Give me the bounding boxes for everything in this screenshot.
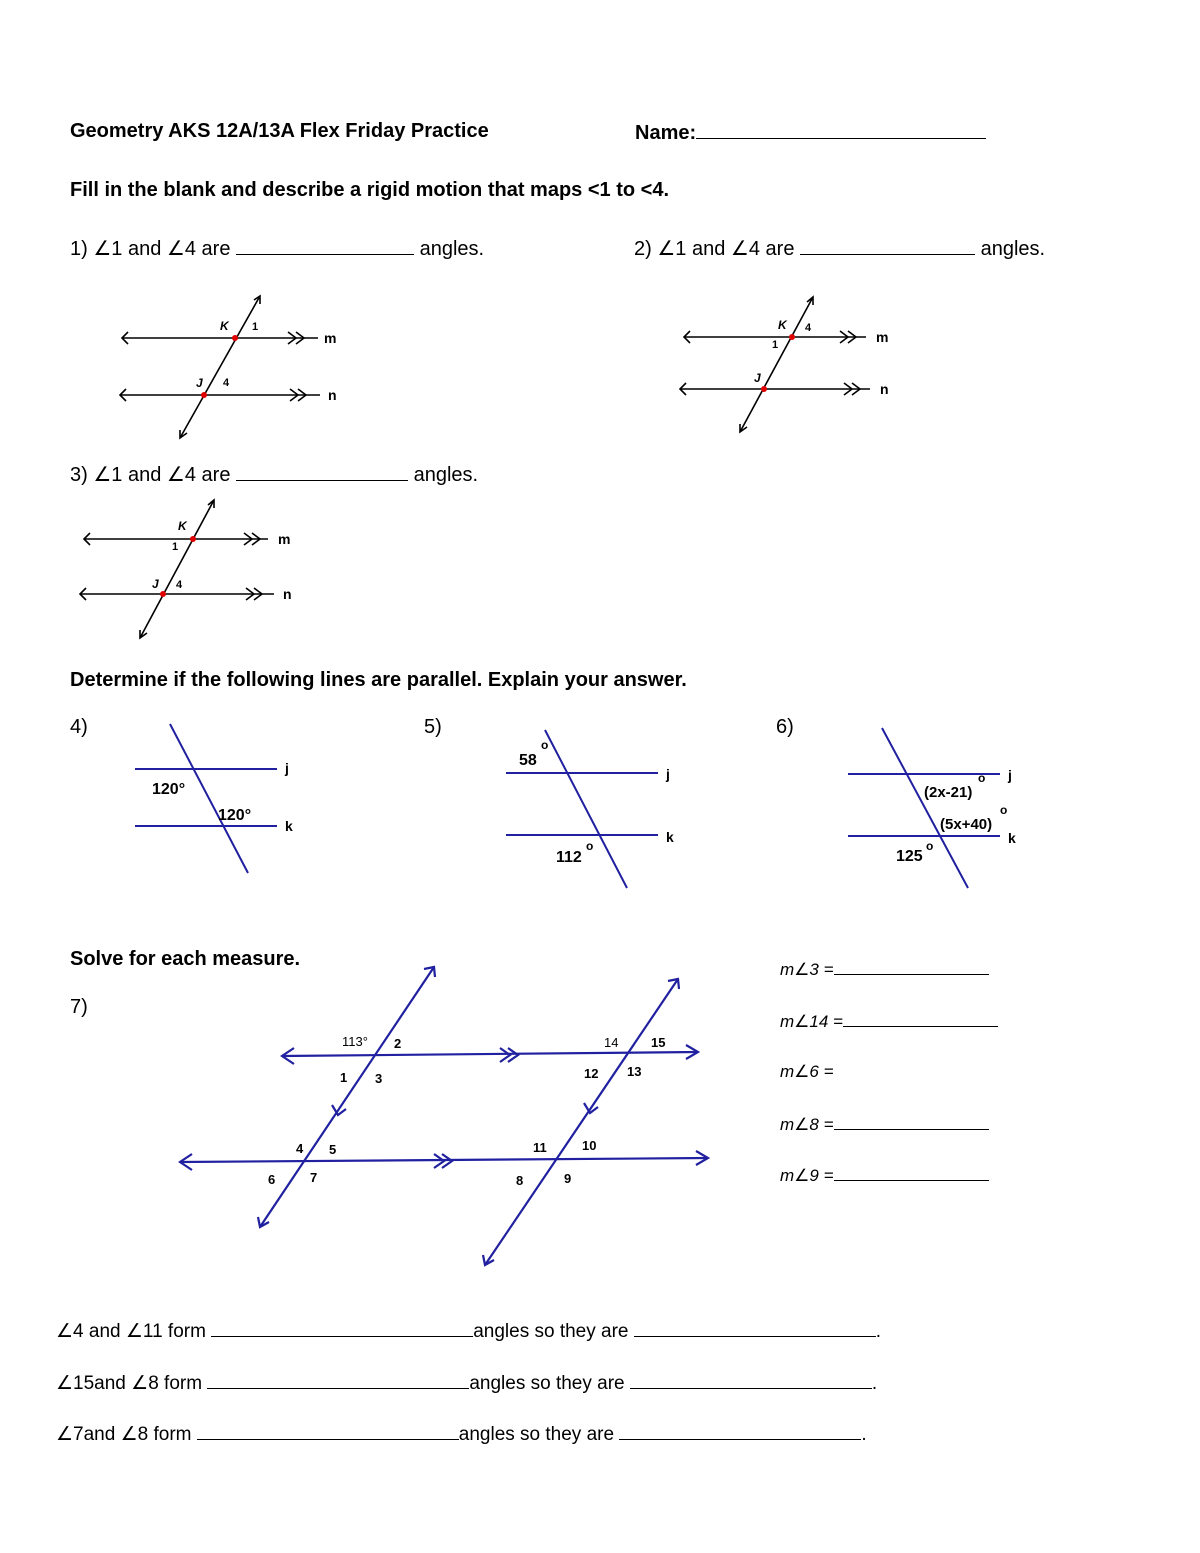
figure-4-diagram [130,720,310,880]
problem-number: 4) [70,716,88,738]
degree-mark: o [1000,803,1008,817]
connector-text: are [201,238,231,260]
angle-label-6: 6 [268,1172,276,1187]
measure-row-9 [780,1164,989,1186]
period: . [871,1373,878,1394]
angle-ref: ∠15 [56,1373,95,1394]
label-angle-1: 1 [172,541,179,553]
connector-text: form [153,1424,192,1445]
connector-text: and [127,464,162,486]
measure-label: m∠6 = [780,1062,834,1081]
degree-mark: o [586,839,594,853]
figure-7-diagram [170,955,730,1275]
angle-label-120-bottom: 120° [218,807,252,824]
problem-number: 6) [776,716,794,738]
angle-ref: ∠4 [56,1321,84,1342]
measure-label: m∠14 = [780,1012,843,1031]
section1-instruction: Fill in the blank and describe a rigid motion that maps <1 to <4. [70,179,670,201]
measure-row-14 [780,1010,998,1032]
angle-label-10: 10 [582,1138,597,1153]
connector-text: and [691,238,726,260]
connector-text: are [765,238,795,260]
connector-text: and [88,1321,121,1342]
label-line-j: j [285,760,289,776]
angle-label-112: 112 [556,849,582,866]
angle-ref: ∠1 [93,464,123,486]
label-J: J [196,376,203,390]
measure-row-6 [780,1062,834,1082]
label-K: K [220,319,229,333]
problem-number: 2) [634,238,652,260]
connector-text: angles so they are [458,1424,615,1445]
label-line-k: k [285,818,293,834]
angle-ref: ∠1 [657,238,687,260]
prompt-tail: angles. [980,238,1046,260]
degree-mark: o [541,738,549,752]
measure-blank[interactable] [834,1164,989,1181]
answer-blank[interactable] [197,1421,459,1440]
label-K: K [178,519,187,533]
angle-label-8: 8 [516,1173,524,1188]
label-angle-4: 4 [176,579,183,591]
angle-ref: ∠4 [166,464,196,486]
answer-blank[interactable] [236,462,408,481]
problem-number: 5) [424,716,442,738]
label-line-m: m [278,531,291,547]
name-label: Name: [635,122,697,144]
angle-label-13: 13 [627,1064,642,1079]
relationship-row-3 [56,1421,867,1446]
figure-5-diagram [500,722,700,892]
relationship-row-1 [56,1318,881,1343]
angle-ref: ∠8 [120,1424,149,1445]
prompt-tail: angles. [413,464,479,486]
angle-label-14: 14 [604,1035,619,1050]
label-angle-4: 4 [223,377,230,389]
label-K: K [778,318,787,332]
answer-blank[interactable] [800,236,975,255]
connector-text: are [201,464,231,486]
measure-label: m∠9 = [780,1166,834,1185]
connector-text: angles so they are [473,1321,629,1342]
label-angle-1: 1 [772,339,779,351]
section2-instruction: Determine if the following lines are parallel. Explain your answer. [70,669,687,691]
label-angle-1: 1 [252,321,259,333]
angle-ref: ∠8 [131,1373,159,1394]
connector-text: and [83,1424,116,1445]
label-line-n: n [328,387,337,403]
measure-label: m∠3 = [780,960,834,979]
figure-2-diagram [670,290,910,450]
connector-text: and [94,1373,126,1394]
relationship-row-2 [56,1370,877,1395]
angle-label-5: 5 [329,1142,337,1157]
worksheet-title: Geometry AKS 12A/13A Flex Friday Practice [70,120,489,142]
degree-mark: o [978,771,986,785]
answer-blank[interactable] [211,1318,473,1337]
label-line-j: j [666,766,670,782]
measure-row-3 [780,958,989,980]
angle-label-58: 58 [519,752,537,769]
figure-3-diagram [72,492,312,652]
angle-label-15: 15 [651,1035,666,1050]
connector-text: angles so they are [469,1373,625,1394]
label-line-n: n [880,381,889,397]
label-line-n: n [283,586,292,602]
figure-6-diagram [842,724,1042,894]
period: . [861,1424,867,1445]
angle-label-125: 125 [896,848,923,865]
label-J: J [152,577,159,591]
angle-label-12: 12 [584,1066,599,1081]
answer-blank[interactable] [634,1318,876,1337]
angle-ref: ∠7 [56,1424,84,1445]
angle-ref: ∠4 [166,238,196,260]
label-line-j: j [1008,767,1012,783]
angle-label-4: 4 [296,1141,304,1156]
answer-blank[interactable] [619,1421,861,1440]
answer-blank[interactable] [207,1370,469,1389]
connector-text: form [164,1373,203,1394]
answer-blank[interactable] [630,1370,872,1389]
label-line-m: m [324,330,337,346]
problem-number: 3) [70,464,88,486]
angle-label-3: 3 [375,1071,383,1086]
label-line-k: k [1008,830,1016,846]
problem-number: 7) [70,996,88,1018]
angle-label-5x-plus-40: (5x+40) [940,816,993,833]
problem-number: 1) [70,238,88,260]
angle-label-1: 1 [340,1070,348,1085]
problem-2-prompt [634,236,1045,261]
angle-label-9: 9 [564,1171,572,1186]
period: . [875,1321,882,1342]
angle-ref: ∠1 [93,238,123,260]
figure-1-diagram [110,290,350,450]
angle-label-2: 2 [394,1036,402,1051]
angle-label-11: 11 [533,1140,547,1155]
angle-ref: ∠11 [125,1321,163,1342]
angle-label-7: 7 [310,1170,318,1185]
measure-blank[interactable] [843,1010,998,1027]
label-line-k: k [666,829,674,845]
measure-label: m∠8 = [780,1115,834,1134]
connector-text: form [167,1321,206,1342]
measure-blank[interactable] [834,1113,989,1130]
name-blank[interactable] [696,120,986,139]
label-J: J [754,371,761,385]
section3-instruction: Solve for each measure. [70,948,301,970]
label-angle-4: 4 [805,322,812,334]
problem-1-prompt [70,236,484,261]
angle-label-113: 113° [342,1034,368,1049]
prompt-tail: angles. [419,238,485,260]
name-field[interactable] [635,120,986,145]
angle-label-120-top: 120° [152,781,186,798]
measure-blank[interactable] [834,958,989,975]
connector-text: and [127,238,162,260]
measure-row-8 [780,1113,989,1135]
angle-label-2x-minus-21: (2x-21) [924,784,973,801]
label-line-m: m [876,329,889,345]
problem-3-prompt [70,462,478,487]
degree-mark: o [926,839,934,853]
answer-blank[interactable] [236,236,414,255]
angle-ref: ∠4 [730,238,760,260]
